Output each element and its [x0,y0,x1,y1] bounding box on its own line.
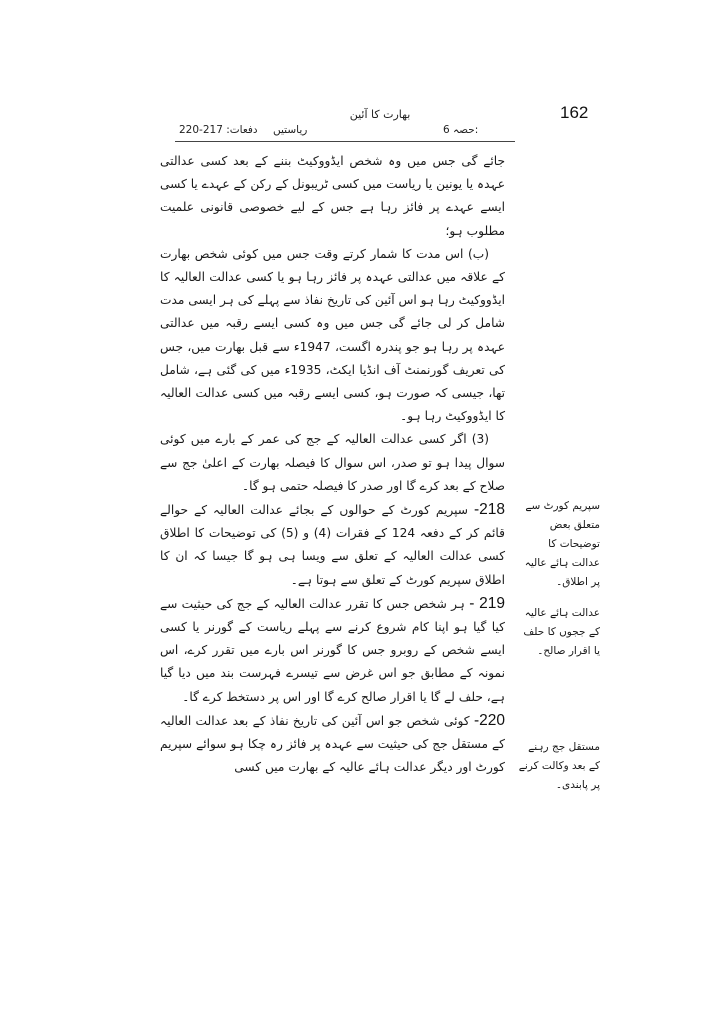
page-number: 162 [560,103,589,122]
main-text [160,150,505,779]
section-220 [160,709,505,780]
section-text: کوئی شخص جو اس آئین کی تاریخ نفاذ کے بعد عدالت العالیہ کے مستقل جج کی حیثیت سے عہدہ پر فائز رہ چکا ہو سوائے سپریم کورٹ اور دیگر عدالت ہائے عالیہ کے بھارت میں کسی [160,713,505,775]
section-number: 220- [473,711,505,729]
paragraph-continuation: جائے گی جس میں وہ شخص ایڈووکیٹ بننے کے بعد کسی عدالتی عہدہ یا یونین یا ریاست میں کسی ٹریبونل کے رکن کے عہدے یا کسی ایسے عہدے پر فائز رہا ہے جس کے لیے خصوصی قانونی علمیت مطلوب ہو؛ [160,154,505,238]
section-218 [160,498,505,592]
header-chapter: ریاستیں [273,124,308,136]
header-rule [175,141,515,142]
header-sections: دفعات: 217-220 [179,124,258,136]
section-219 [160,592,505,709]
margin-note-220: مستقل جج رہنے کے بعد وکالت کرنے پر پابندی۔ [518,741,600,791]
running-title: بھارت کا آئین [349,108,411,121]
margin-note-219: عدالت ہائے عالیہ کے ججوں کا حلف یا اقرار صالح۔ [523,607,600,657]
header-part: حصہ 6: [443,124,479,136]
section-number: 219 - [469,594,506,612]
paragraph-clause-b: (ب) اس مدت کا شمار کرتے وقت جس میں کوئی شخص بھارت کے علاقہ میں عدالتی عہدہ پر فائز رہا ہو یا کسی عدالت العالیہ کا ایڈووکیٹ رہا ہو اس آئین کی تاریخ نفاذ سے پہلے کی ہر ایسی مدت شامل کر لی جائے گی جس میں وہ کسی ایسے رقبہ میں عدالتی عہدہ پر رہا ہو جو پندرہ اگست، 1947ء سے قبل بھارت میں، جس کی تعریف گورنمنٹ آف انڈیا ایکٹ، 1935ء میں کی گئی ہے، شامل تھا، جیسی کہ صورت ہو، کسی ایسے رقبہ میں کسی عدالت العالیہ کا ایڈووکیٹ رہا ہو۔ [160,246,505,424]
page-header [175,124,515,140]
section-number: 218- [473,501,505,519]
paragraph-clause-3: (3) اگر کسی عدالت العالیہ کے جج کی عمر کے بارے میں کوئی سوال پیدا ہو تو صدر، اس سوال کا فیصلہ بھارت کے اعلیٰ جج سے صلاح کے بعد کرے گا اور صدر کا فیصلہ حتمی ہو گا۔ [160,432,505,493]
section-text: ہر شخص جس کا تقرر عدالت العالیہ کے جج کی حیثیت سے کیا گیا ہو اپنا کام شروع کرنے سے پہلے ریاست کے گورنر یا کسی ایسے شخص کے روبرو جس کا گورنر اس بارے میں تقرر کرے، اس نمونہ کے مطابق جو اس غرض سے تیسرے فہرست بند میں دیا گیا ہے، حلف لے گا یا اقرار صالح کرے گا اور اس پر دستخط کرے گا۔ [160,596,505,704]
section-text: سپریم کورٹ کے حوالوں کے بجائے عدالت العالیہ کے حوالے قائم کر کے دفعہ 124 کے فقرات (4) و (5) کی توضیحات کا اطلاق کسی عدالت العالیہ کے تعلق سے ویسا ہی ہو گا جیسا کہ ان کا اطلاق سپریم کورٹ کے تعلق سے ہوتا ہے۔ [160,503,505,587]
margin-note-218: سپریم کورٹ سے متعلق بعض توضیحات کا عدالت ہائے عالیہ پر اطلاق۔ [524,500,600,588]
